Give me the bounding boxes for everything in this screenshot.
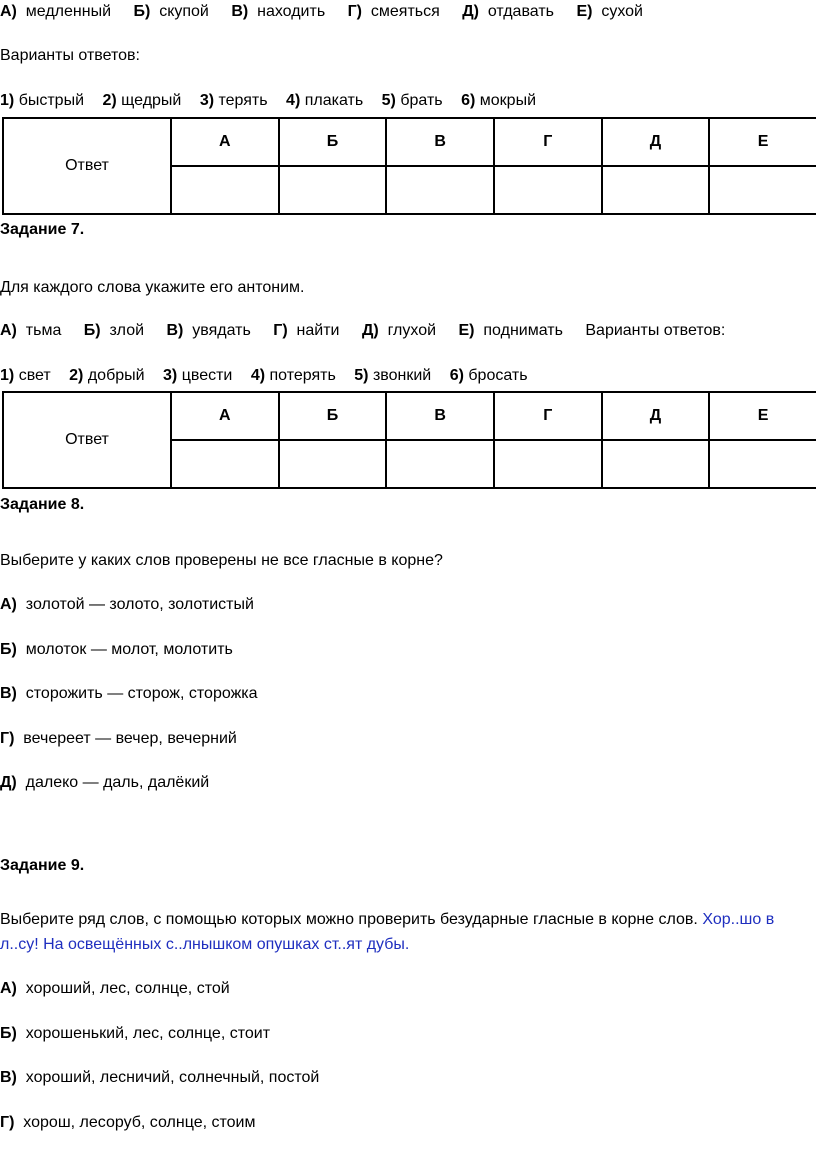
option-word: плакать bbox=[304, 92, 364, 109]
option-number: 6) bbox=[461, 92, 476, 109]
option-number: 2) bbox=[69, 367, 84, 384]
option-letter: Г) bbox=[0, 1114, 15, 1131]
word-letter: Г) bbox=[273, 322, 288, 339]
column-header: Е bbox=[709, 392, 816, 440]
option-word: брать bbox=[400, 92, 443, 109]
answer-cell[interactable] bbox=[494, 166, 602, 214]
word: злой bbox=[109, 322, 145, 339]
answer-cell[interactable] bbox=[171, 166, 279, 214]
task9-heading: Задание 9. bbox=[0, 857, 85, 874]
column-header: А bbox=[171, 118, 279, 166]
column-header: Д bbox=[602, 118, 710, 166]
option-text: хорош, лесоруб, солнце, стоим bbox=[23, 1114, 256, 1131]
task8-option bbox=[0, 773, 209, 793]
task9-sample-text: л..су! На освещённых с..лнышком опушках ст..ят дубы. bbox=[0, 936, 410, 953]
answer-cell[interactable] bbox=[602, 166, 710, 214]
word-letter: А) bbox=[0, 322, 17, 339]
answer-cell[interactable] bbox=[279, 440, 387, 488]
answer-label: Ответ bbox=[3, 118, 171, 214]
option-number: 5) bbox=[381, 92, 396, 109]
word-letter: Д) bbox=[462, 3, 479, 20]
option-letter: Б) bbox=[0, 641, 17, 658]
word-letter: Г) bbox=[347, 3, 363, 20]
task8-option bbox=[0, 595, 254, 615]
task7-words-line bbox=[0, 321, 725, 341]
column-header: В bbox=[386, 118, 494, 166]
option-number: 1) bbox=[0, 92, 15, 109]
option-letter: Г) bbox=[0, 730, 15, 747]
option-number: 4) bbox=[286, 92, 301, 109]
word-letter: А) bbox=[0, 3, 17, 20]
option-number: 1) bbox=[0, 367, 15, 384]
word: отдавать bbox=[487, 3, 554, 20]
column-header: Е bbox=[709, 118, 816, 166]
option-word: быстрый bbox=[18, 92, 85, 109]
word-letter: Б) bbox=[133, 3, 151, 20]
task8-option bbox=[0, 640, 233, 660]
task9-option bbox=[0, 1113, 255, 1133]
column-header: Б bbox=[279, 118, 387, 166]
option-letter: А) bbox=[0, 980, 17, 997]
column-header: Б bbox=[279, 392, 387, 440]
word: найти bbox=[296, 322, 340, 339]
option-word: щедрый bbox=[121, 92, 182, 109]
task6-options-line bbox=[0, 91, 536, 111]
answer-cell[interactable] bbox=[494, 440, 602, 488]
word: тьма bbox=[25, 322, 62, 339]
answer-cell[interactable] bbox=[602, 440, 710, 488]
word: скупой bbox=[159, 3, 209, 20]
option-word: добрый bbox=[87, 367, 145, 384]
option-letter: Д) bbox=[0, 774, 17, 791]
option-number: 4) bbox=[250, 367, 266, 384]
task6-words-line bbox=[0, 2, 643, 22]
option-number: 6) bbox=[449, 367, 464, 384]
option-text: сторожить — сторож, сторожка bbox=[25, 685, 258, 702]
option-text: хорошенький, лес, солнце, стоит bbox=[25, 1025, 271, 1042]
answer-table bbox=[2, 391, 816, 489]
option-text: молоток — молот, молотить bbox=[25, 641, 233, 658]
word-letter: Д) bbox=[361, 322, 379, 339]
answer-cell[interactable] bbox=[709, 440, 816, 488]
option-number: 5) bbox=[354, 367, 369, 384]
column-header: В bbox=[386, 392, 494, 440]
option-letter: А) bbox=[0, 596, 17, 613]
option-number: 2) bbox=[102, 92, 117, 109]
word-letter: Б) bbox=[83, 322, 101, 339]
answer-cell[interactable] bbox=[279, 166, 387, 214]
answer-cell[interactable] bbox=[709, 166, 816, 214]
word: увядать bbox=[192, 322, 251, 339]
word-letter: Е) bbox=[576, 3, 593, 20]
option-letter: В) bbox=[0, 685, 17, 702]
answer-label: Ответ bbox=[3, 392, 171, 488]
task9-prompt: Выберите ряд слов, с помощью которых можно проверить безударные гласные в корне слов. bbox=[0, 911, 698, 928]
column-header: Г bbox=[494, 392, 602, 440]
word: находить bbox=[257, 3, 326, 20]
option-letter: В) bbox=[0, 1069, 17, 1086]
task8-option bbox=[0, 729, 237, 749]
task7-prompt: Для каждого слова укажите его антоним. bbox=[0, 279, 305, 296]
word: глухой bbox=[387, 322, 437, 339]
task9-option bbox=[0, 979, 230, 999]
option-text: хороший, лес, солнце, стой bbox=[25, 980, 230, 997]
option-word: мокрый bbox=[479, 92, 536, 109]
word: медленный bbox=[25, 3, 112, 20]
option-word: терять bbox=[218, 92, 268, 109]
answer-cell[interactable] bbox=[386, 440, 494, 488]
task7-options-line bbox=[0, 366, 528, 386]
task8-option bbox=[0, 684, 258, 704]
word: смеяться bbox=[370, 3, 440, 20]
option-number: 3) bbox=[163, 367, 178, 384]
column-header: А bbox=[171, 392, 279, 440]
word: поднимать bbox=[483, 322, 563, 339]
option-word: бросать bbox=[468, 367, 528, 384]
option-word: цвести bbox=[181, 367, 233, 384]
word: сухой bbox=[601, 3, 643, 20]
word-letter: В) bbox=[231, 3, 249, 20]
answer-cell[interactable] bbox=[171, 440, 279, 488]
task9-sample-text: Хор..шо в bbox=[702, 911, 775, 928]
answer-table bbox=[2, 117, 816, 215]
task9-prompt-line bbox=[0, 910, 774, 930]
option-text: вечереет — вечер, вечерний bbox=[23, 730, 237, 747]
answer-cell[interactable] bbox=[386, 166, 494, 214]
option-word: свет bbox=[18, 367, 51, 384]
task8-prompt: Выберите у каких слов проверены не все гласные в корне? bbox=[0, 552, 443, 569]
task7-heading: Задание 7. bbox=[0, 221, 85, 238]
word-letter: В) bbox=[166, 322, 184, 339]
column-header: Г bbox=[494, 118, 602, 166]
option-text: золотой — золото, золотистый bbox=[25, 596, 254, 613]
option-text: далеко — даль, далёкий bbox=[25, 774, 210, 791]
column-header: Д bbox=[602, 392, 710, 440]
variants-label: Варианты ответов: bbox=[585, 322, 726, 339]
task9-option bbox=[0, 1068, 319, 1088]
task8-heading: Задание 8. bbox=[0, 496, 85, 513]
word-letter: Е) bbox=[458, 322, 475, 339]
variants-label: Варианты ответов: bbox=[0, 47, 140, 64]
option-word: звонкий bbox=[372, 367, 432, 384]
task9-option bbox=[0, 1024, 270, 1044]
option-word: потерять bbox=[269, 367, 336, 384]
option-number: 3) bbox=[199, 92, 215, 109]
option-text: хороший, лесничий, солнечный, постой bbox=[25, 1069, 320, 1086]
option-letter: Б) bbox=[0, 1025, 17, 1042]
